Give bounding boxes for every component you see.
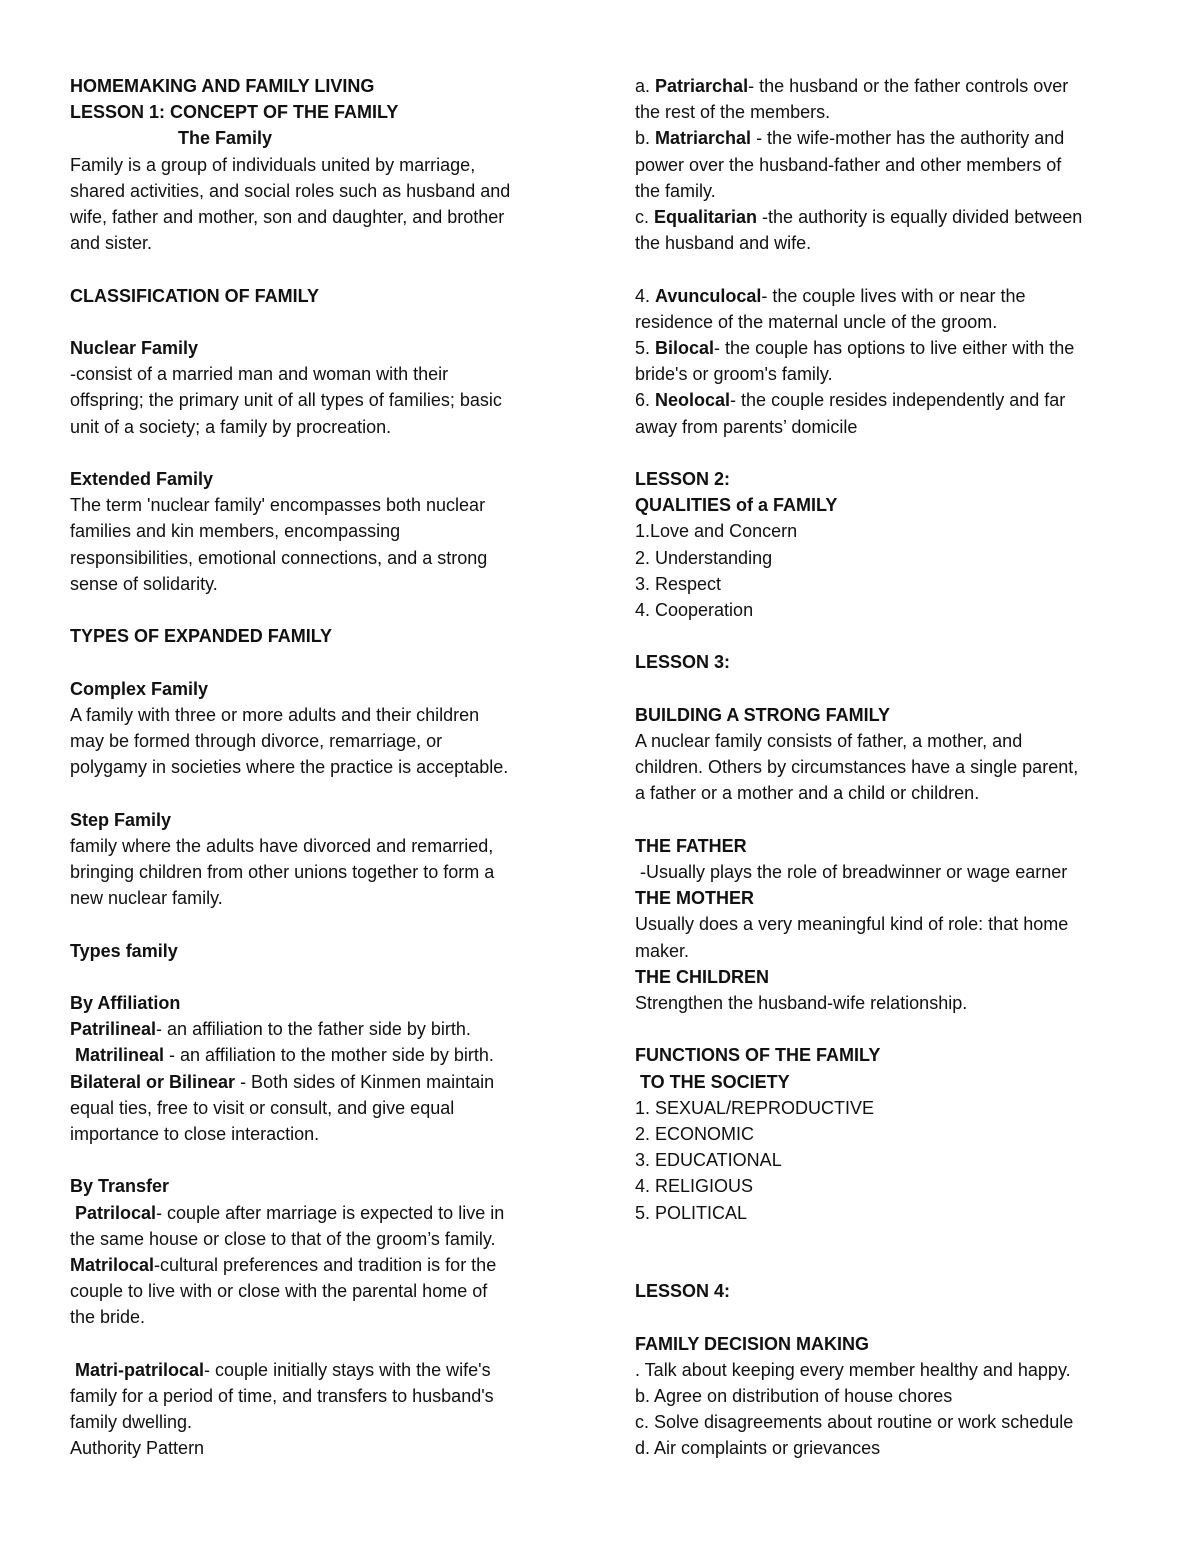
bilocal-text: - the couple has options to live either with the xyxy=(714,338,1075,359)
step-family-heading: Step Family xyxy=(70,809,172,830)
patrilocal-text-cont: the same house or close to that of the groom’s family. xyxy=(70,1228,496,1249)
spacer xyxy=(70,1331,570,1357)
qualities-heading: QUALITIES of a FAMILY xyxy=(635,495,838,516)
matripatrilocal-text-cont: family dwelling. xyxy=(70,1412,193,1433)
lesson3-title: LESSON 3: xyxy=(635,652,731,673)
patriarchal-line xyxy=(635,73,1135,99)
equalitarian-line xyxy=(635,204,1135,230)
extended-family-text: responsibilities, emotional connections, and a strong xyxy=(70,547,488,568)
neolocal-text-cont: away from parents’ domicile xyxy=(635,416,858,437)
family-definition-line: Family is a group of individuals united by marriage, xyxy=(70,154,476,175)
mother-text: Usually does a very meaningful kind of role: that home xyxy=(635,914,1069,935)
matrilineal-text: - an affiliation to the mother side by birth. xyxy=(164,1045,494,1066)
decision-item: . Talk about keeping every member healthy and happy. xyxy=(635,1359,1071,1380)
quality-item: 1.Love and Concern xyxy=(635,521,798,542)
spacer xyxy=(70,440,570,466)
patrilocal-line xyxy=(70,1200,570,1226)
spacer xyxy=(635,256,1135,282)
matrilocal-line xyxy=(70,1252,570,1278)
matriarchal-term: Matriarchal xyxy=(655,128,752,149)
left-column xyxy=(70,73,570,1462)
spacer xyxy=(635,440,1135,466)
matriarchal-text-cont: the family. xyxy=(635,180,716,201)
matripatrilocal-text-cont: family for a period of time, and transfers to husband's xyxy=(70,1386,494,1406)
matripatrilocal-text: - couple initially stays with the wife's xyxy=(204,1359,491,1380)
decision-item: c. Solve disagreements about routine or work schedule xyxy=(635,1412,1074,1433)
patrilocal-text: - couple after marriage is expected to live in xyxy=(156,1202,505,1223)
children-heading: THE CHILDREN xyxy=(635,966,769,987)
patrilineal-line xyxy=(70,1016,570,1042)
decision-item: d. Air complaints or grievances xyxy=(635,1438,881,1459)
neolocal-line xyxy=(635,387,1135,413)
spacer xyxy=(70,597,570,623)
family-definition-line: wife, father and mother, son and daughter, and brother xyxy=(70,207,505,228)
patriarchal-text-cont: the rest of the members. xyxy=(635,102,831,123)
matrilocal-text: -cultural preferences and tradition is for the xyxy=(154,1255,497,1275)
building-text: a father or a mother and a child or children. xyxy=(635,783,980,804)
decision-item: b. Agree on distribution of house chores xyxy=(635,1386,953,1407)
by-affiliation-heading: By Affiliation xyxy=(70,992,181,1013)
bilocal-line xyxy=(635,335,1135,361)
types-family-heading: Types family xyxy=(70,940,178,961)
list-marker: c. xyxy=(635,207,655,228)
nuclear-family-text: -consist of a married man and woman with their xyxy=(70,364,449,385)
bilateral-text-cont: importance to close interaction. xyxy=(70,1124,320,1144)
matrilocal-term: Matrilocal xyxy=(70,1255,155,1275)
avunculocal-text: - the couple lives with or near the xyxy=(761,285,1026,306)
functions-heading: FUNCTIONS OF THE FAMILY xyxy=(635,1045,881,1066)
spacer xyxy=(635,623,1135,649)
bilateral-term: Bilateral or Bilinear xyxy=(70,1071,236,1092)
list-marker: a. xyxy=(635,76,656,96)
classification-heading: CLASSIFICATION OF FAMILY xyxy=(70,285,320,306)
spacer xyxy=(635,676,1135,702)
matrilineal-term: Matrilineal xyxy=(70,1045,165,1066)
bilateral-line xyxy=(70,1069,570,1095)
spacer xyxy=(70,911,570,937)
spacer xyxy=(635,807,1135,833)
function-item: 5. POLITICAL xyxy=(635,1202,748,1223)
spacer xyxy=(635,1252,1135,1278)
list-marker: 4. xyxy=(635,285,656,306)
family-definition-line: shared activities, and social roles such as husband and xyxy=(70,180,511,201)
father-text: -Usually plays the role of breadwinner or wage earner xyxy=(635,862,1068,883)
matriarchal-text-cont: power over the husband-father and other members of xyxy=(635,154,1062,175)
complex-family-heading: Complex Family xyxy=(70,678,209,699)
nuclear-family-text: offspring; the primary unit of all types of families; basic xyxy=(70,390,502,411)
bilocal-term: Bilocal xyxy=(655,338,715,359)
equalitarian-text-cont: the husband and wife. xyxy=(635,233,812,254)
matripatrilocal-term: Matri-patrilocal xyxy=(70,1359,205,1380)
equalitarian-term: Equalitarian xyxy=(654,207,758,228)
lesson4-title: LESSON 4: xyxy=(635,1281,731,1302)
patrilocal-term: Patrilocal xyxy=(70,1202,157,1223)
spacer xyxy=(70,256,570,282)
authority-pattern-label: Authority Pattern xyxy=(70,1438,205,1459)
function-item: 3. EDUCATIONAL xyxy=(635,1150,782,1171)
list-marker: 6. xyxy=(635,390,656,411)
lesson2-title: LESSON 2: xyxy=(635,469,731,490)
patrilineal-text: - an affiliation to the father side by birth. xyxy=(156,1019,471,1040)
by-transfer-heading: By Transfer xyxy=(70,1176,170,1197)
building-text: A nuclear family consists of father, a mother, and xyxy=(635,731,1023,752)
nuclear-family-text: unit of a society; a family by procreation. xyxy=(70,416,392,437)
step-family-text: new nuclear family. xyxy=(70,888,223,909)
matrilocal-text-cont: couple to live with or close with the parental home of xyxy=(70,1281,488,1302)
quality-item: 2. Understanding xyxy=(635,547,773,568)
spacer xyxy=(70,309,570,335)
family-subtitle: The Family xyxy=(178,128,273,149)
building-text: children. Others by circumstances have a single parent, xyxy=(635,757,1079,778)
bilateral-text-cont: equal ties, free to visit or consult, and give equal xyxy=(70,1097,455,1118)
avunculocal-line xyxy=(635,283,1135,309)
neolocal-text: - the couple resides independently and far xyxy=(730,390,1066,411)
document-title: HOMEMAKING AND FAMILY LIVING xyxy=(70,76,375,96)
step-family-text: bringing children from other unions together to form a xyxy=(70,862,495,882)
spacer xyxy=(635,1226,1135,1252)
extended-family-text: sense of solidarity. xyxy=(70,573,218,594)
patriarchal-term: Patriarchal xyxy=(655,76,749,96)
spacer xyxy=(70,649,570,675)
matrilineal-line xyxy=(70,1042,570,1068)
matripatrilocal-line xyxy=(70,1357,570,1383)
avunculocal-term: Avunculocal xyxy=(655,285,762,306)
spacer xyxy=(70,964,570,990)
complex-family-text: may be formed through divorce, remarriage, or xyxy=(70,731,443,751)
extended-family-heading: Extended Family xyxy=(70,469,214,489)
function-item: 4. RELIGIOUS xyxy=(635,1176,754,1197)
extended-family-text: The term 'nuclear family' encompasses both nuclear xyxy=(70,495,486,516)
list-marker: 5. xyxy=(635,338,656,359)
building-heading: BUILDING A STRONG FAMILY xyxy=(635,704,891,725)
neolocal-term: Neolocal xyxy=(655,390,731,411)
quality-item: 3. Respect xyxy=(635,573,722,594)
spacer xyxy=(635,1016,1135,1042)
types-expanded-heading: TYPES OF EXPANDED FAMILY xyxy=(70,626,333,647)
spacer xyxy=(70,780,570,806)
functions-subheading: TO THE SOCIETY xyxy=(635,1071,790,1092)
spacer xyxy=(70,1147,570,1173)
complex-family-text: A family with three or more adults and their children xyxy=(70,704,480,725)
bilateral-text: - Both sides of Kinmen maintain xyxy=(235,1071,495,1092)
nuclear-family-heading: Nuclear Family xyxy=(70,338,199,358)
family-definition-line: and sister. xyxy=(70,233,153,254)
step-family-text: family where the adults have divorced and remarried, xyxy=(70,835,494,856)
matrilocal-text-cont: the bride. xyxy=(70,1307,146,1328)
mother-heading: THE MOTHER xyxy=(635,888,754,909)
function-item: 1. SEXUAL/REPRODUCTIVE xyxy=(635,1097,875,1118)
spacer xyxy=(635,1304,1135,1330)
father-heading: THE FATHER xyxy=(635,835,747,856)
function-item: 2. ECONOMIC xyxy=(635,1124,755,1145)
lesson1-title: LESSON 1: CONCEPT OF THE FAMILY xyxy=(70,102,399,123)
matriarchal-text: - the wife-mother has the authority and xyxy=(751,128,1065,149)
quality-item: 4. Cooperation xyxy=(635,600,754,621)
extended-family-text: families and kin members, encompassing xyxy=(70,521,401,542)
complex-family-text: polygamy in societies where the practice is acceptable. xyxy=(70,757,509,778)
equalitarian-text: -the authority is equally divided between xyxy=(757,207,1083,228)
patriarchal-text: - the husband or the father controls over xyxy=(748,76,1069,96)
list-marker: b. xyxy=(635,128,656,149)
mother-text: maker. xyxy=(635,940,690,961)
bilocal-text-cont: bride's or groom's family. xyxy=(635,364,833,385)
matriarchal-line xyxy=(635,125,1135,151)
right-column xyxy=(635,73,1135,1462)
children-text: Strengthen the husband-wife relationship. xyxy=(635,993,968,1014)
patrilineal-term: Patrilineal xyxy=(70,1019,157,1040)
avunculocal-text-cont: residence of the maternal uncle of the groom. xyxy=(635,311,998,332)
decision-heading: FAMILY DECISION MAKING xyxy=(635,1333,870,1354)
